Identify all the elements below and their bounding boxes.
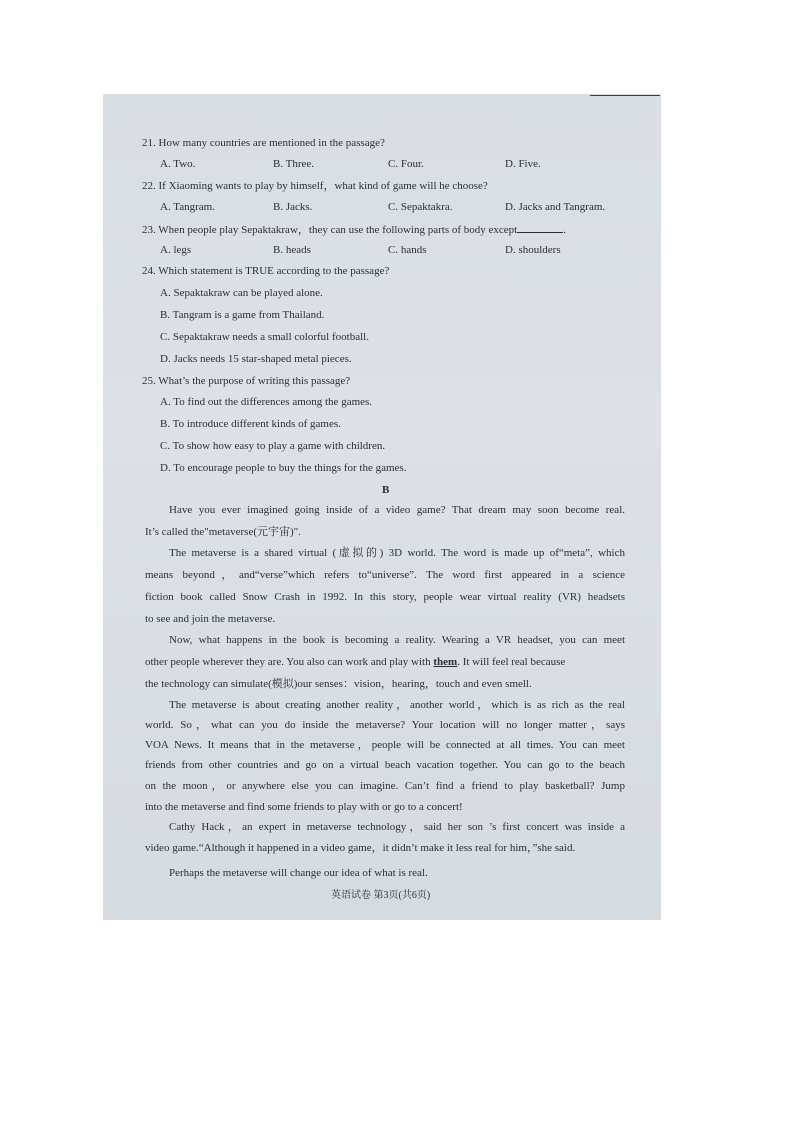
question-22-stem: 22. If Xiaoming wants to play by himself，what kind of game will he choose? [142, 180, 488, 192]
passage-line: VOA News. It means that in the metaverse，people will be connected at all times. You can meet [145, 739, 625, 751]
passage-line: fiction book called Snow Crash in 1992. In this story, people wear virtual reality (VR) headsets [145, 591, 625, 603]
passage-line: into the metaverse and find some friends to play with or go to a concert! [145, 801, 463, 813]
passage-line: to see and join the metaverse. [145, 613, 276, 625]
question-23-option-c: C. hands [388, 244, 427, 256]
passage-line: friends from other countries and go on a virtual beach vacation together. You can go to the beach [145, 759, 625, 771]
passage-line: on the moon，or anywhere else you can imagine. Can’t find a friend to play basketball? Jump [145, 780, 625, 792]
question-25-option-b: B. To introduce different kinds of games. [160, 418, 341, 430]
question-22-option-a: A. Tangram. [160, 201, 215, 213]
passage-line: world. So，what can you do inside the metaverse? Your location will no longer matter，says [145, 719, 625, 731]
question-21-option-c: C. Four. [388, 158, 424, 170]
underlined-word-them: them [433, 656, 458, 668]
passage-line: The metaverse is a shared virtual (虚拟的) 3D world. The word is made up of“meta”, which [169, 547, 625, 559]
question-22-option-d: D. Jacks and Tangram. [505, 201, 606, 213]
question-25-stem: 25. What’s the purpose of writing this passage? [142, 375, 351, 387]
question-21-option-a: A. Two. [160, 158, 196, 170]
passage-line [145, 655, 565, 669]
passage-line: the technology can simulate(模拟)our senses：vision，hearing，touch and even smell. [145, 678, 532, 690]
answer-blank [517, 222, 563, 233]
passage-line: Perhaps the metaverse will change our idea of what is real. [169, 867, 428, 879]
section-heading: B [382, 484, 390, 496]
passage-line: Cathy Hack，an expert in metaverse technology，said her son ’s first concert was inside a [169, 821, 625, 833]
question-23-text: 23. When people play Sepaktakraw，they can use the following parts of body except [142, 224, 518, 236]
question-22-option-c: C. Sepaktakra. [388, 201, 453, 213]
question-21-option-d: D. Five. [505, 158, 541, 170]
passage-line: means beyond，and“verse”which refers to“universe”. The word first appeared in a science [145, 569, 625, 581]
question-24-option-a: A. Sepaktakraw can be played alone. [160, 287, 323, 299]
passage-line: Have you ever imagined going inside of a video game? That dream may soon become real. [169, 504, 625, 516]
question-23-stem: 23. When people play Sepaktakraw，they can use the following parts of body except . [142, 224, 566, 236]
question-25-option-a: A. To find out the differences among the games. [160, 396, 373, 408]
passage-text: . It will feel real because [457, 656, 566, 668]
passage-line: It’s called the"metaverse(元宇宙)". [145, 526, 301, 538]
question-22-option-b: B. Jacks. [273, 201, 313, 213]
question-25-option-d: D. To encourage people to buy the things for the games. [160, 462, 407, 474]
passage-line: video game.“Although it happened in a video game，it didn’t make it less real for him，”she said. [145, 842, 576, 854]
question-23-option-b: B. heads [273, 244, 311, 256]
passage-line: The metaverse is about creating another reality，another world，which is as rich as the real [169, 699, 625, 711]
passage-text: other people wherever they are. You also can work and play with [145, 656, 431, 668]
question-25-option-c: C. To show how easy to play a game with children. [160, 440, 386, 452]
question-24-option-b: B. Tangram is a game from Thailand. [160, 309, 325, 321]
question-23-option-a: A. legs [160, 244, 192, 256]
question-21-option-b: B. Three. [273, 158, 315, 170]
question-24-option-d: D. Jacks needs 15 star-shaped metal pieces. [160, 353, 352, 365]
question-24-option-c: C. Sepaktakraw needs a small colorful football. [160, 331, 369, 343]
page-footer: 英语试卷 第3页(共6页) [331, 890, 431, 901]
question-21-stem: 21. How many countries are mentioned in the passage? [142, 137, 385, 149]
question-23-option-d: D. shoulders [505, 244, 561, 256]
passage-line: Now, what happens in the book is becoming a reality. Wearing a VR headset, you can meet [169, 634, 625, 646]
question-24-stem: 24. Which statement is TRUE according to the passage? [142, 265, 390, 277]
